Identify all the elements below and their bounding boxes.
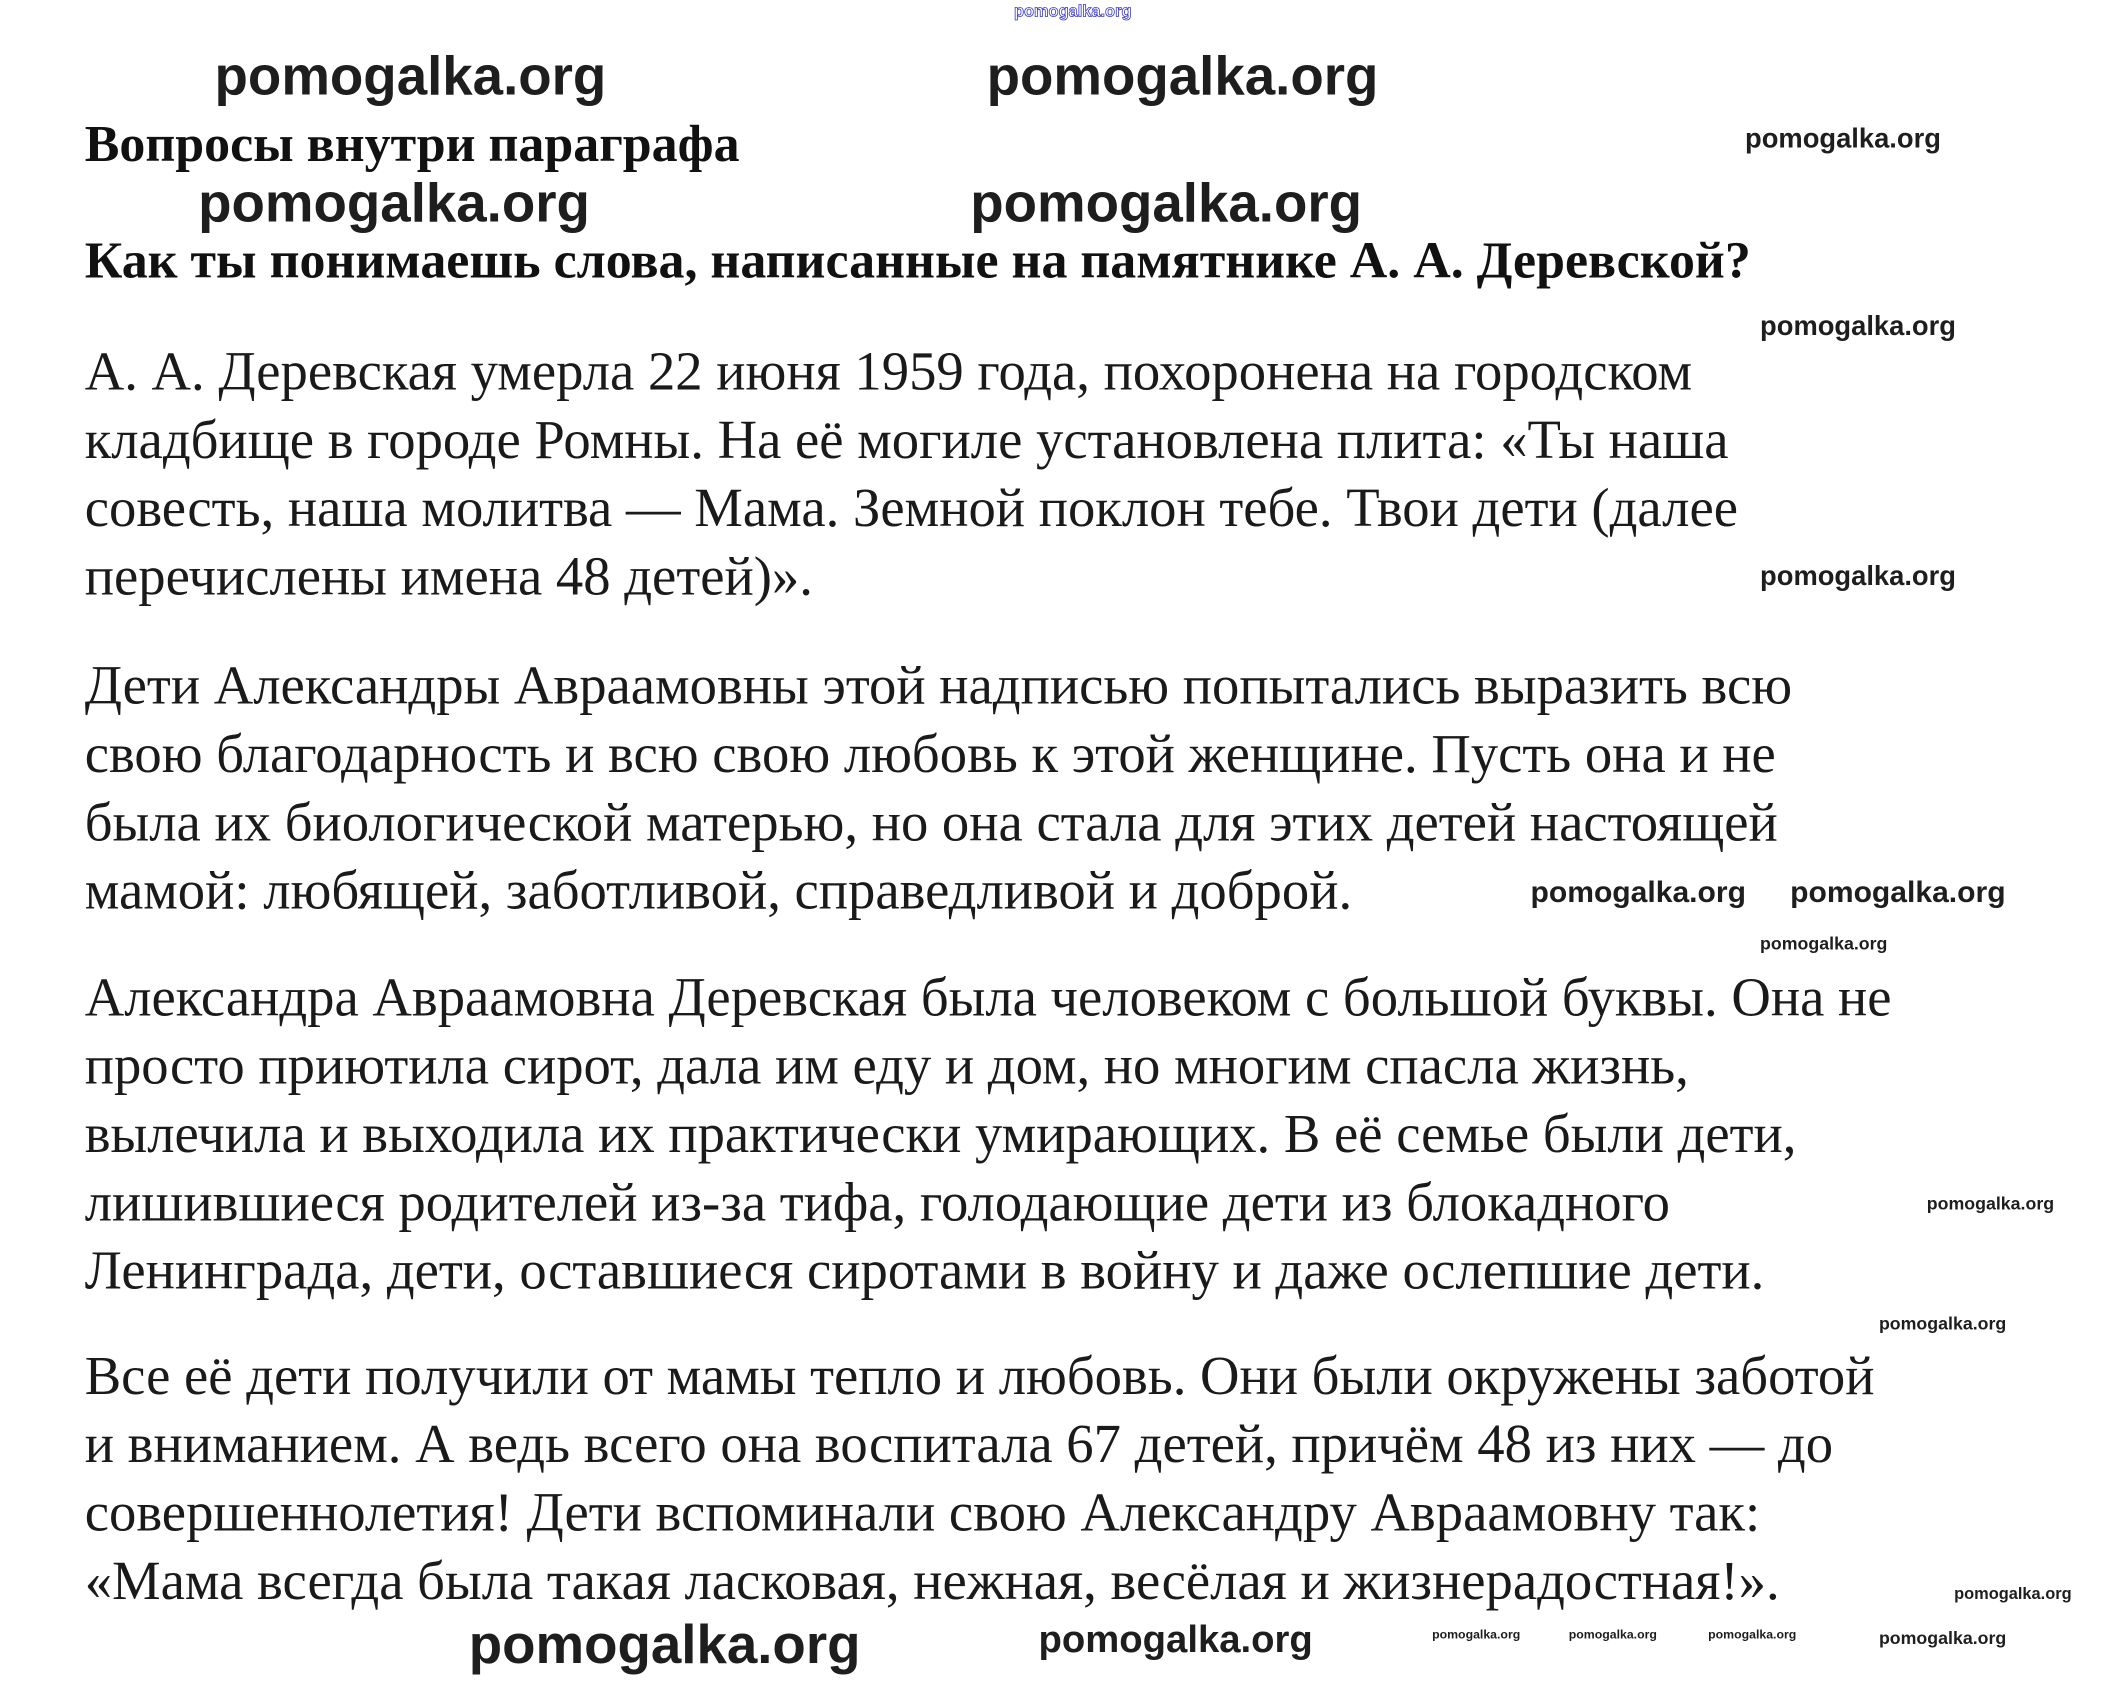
watermark: pomogalka.org — [1530, 874, 1746, 909]
watermark: pomogalka.org — [1013, 1, 1132, 21]
watermark: pomogalka.org — [1760, 933, 1888, 954]
watermark: pomogalka.org — [468, 1615, 861, 1676]
text-line: просто приютила сирот, дала им еду и дом, но многим спасла жизнь, — [84, 1034, 1689, 1096]
watermark: pomogalka.org — [1926, 1192, 2055, 1214]
text-line: Александра Авраамовна Деревская была человеком с большой буквы. Она не — [84, 966, 1892, 1028]
text-line: совершеннолетия! Дети вспоминали свою Александру Авраамовну так: — [84, 1481, 1761, 1543]
section-heading: Вопросы внутри параграфа — [84, 116, 740, 174]
watermark: pomogalka.org — [1760, 561, 1956, 592]
text-line: А. А. Деревская умерла 22 июня 1959 года, похоронена на городском — [84, 340, 1693, 402]
watermark: pomogalka.org — [1708, 1627, 1797, 1642]
text-line: вылечила и выходила их практически умирающих. В её семье были дети, — [84, 1102, 1797, 1165]
watermark: pomogalka.org — [1790, 874, 2006, 909]
watermark: pomogalka.org — [214, 46, 607, 107]
watermark: pomogalka.org — [970, 173, 1362, 234]
text-line: Все её дети получили от мамы тепло и любовь. Они были окружены заботой — [84, 1344, 1875, 1407]
text-line: лишившиеся родителей из-за тифа, голодающие дети из блокадного — [84, 1171, 1670, 1233]
watermark: pomogalka.org — [1432, 1627, 1521, 1642]
text-line: кладбище в городе Ромны. На её могиле установлена плита: «Ты наша — [84, 408, 1729, 471]
watermark: pomogalka.org — [1954, 1583, 2072, 1603]
watermark: pomogalka.org — [1038, 1617, 1313, 1661]
watermark: pomogalka.org — [986, 46, 1379, 107]
question-heading: Как ты понимаешь слова, написанные на памятнике А. А. Деревской? — [84, 232, 1751, 290]
text-line: была их биологической матерью, но она стала для этих детей настоящей — [84, 791, 1778, 853]
watermark: pomogalka.org — [1568, 1627, 1657, 1642]
text-line: мамой: любящей, заботливой, справедливой и доброй. — [84, 859, 1353, 922]
text-line: перечислены имена 48 детей)». — [84, 545, 813, 607]
text-line: совесть, наша молитва — Мама. Земной поклон тебе. Твои дети (далее — [84, 476, 1738, 539]
text-line: свою благодарность и всю свою любовь к этой женщине. Пусть она и не — [84, 722, 1776, 785]
watermark: pomogalka.org — [1745, 124, 1941, 155]
watermark: pomogalka.org — [1878, 1313, 2007, 1334]
text-line: и вниманием. А ведь всего она воспитала 67 детей, причём 48 из них — до — [84, 1412, 1834, 1475]
watermark: pomogalka.org — [1878, 1627, 2007, 1648]
text-line: Ленинграда, дети, оставшиеся сиротами в войну и даже ослепшие дети. — [84, 1239, 1765, 1301]
watermark: pomogalka.org — [198, 173, 590, 234]
text-line: «Мама всегда была такая ласковая, нежная, весёлая и жизнерадостная!». — [84, 1549, 1780, 1612]
watermark: pomogalka.org — [1760, 311, 1956, 342]
text-line: Дети Александры Авраамовны этой надписью попытались выразить всю — [84, 654, 1793, 717]
